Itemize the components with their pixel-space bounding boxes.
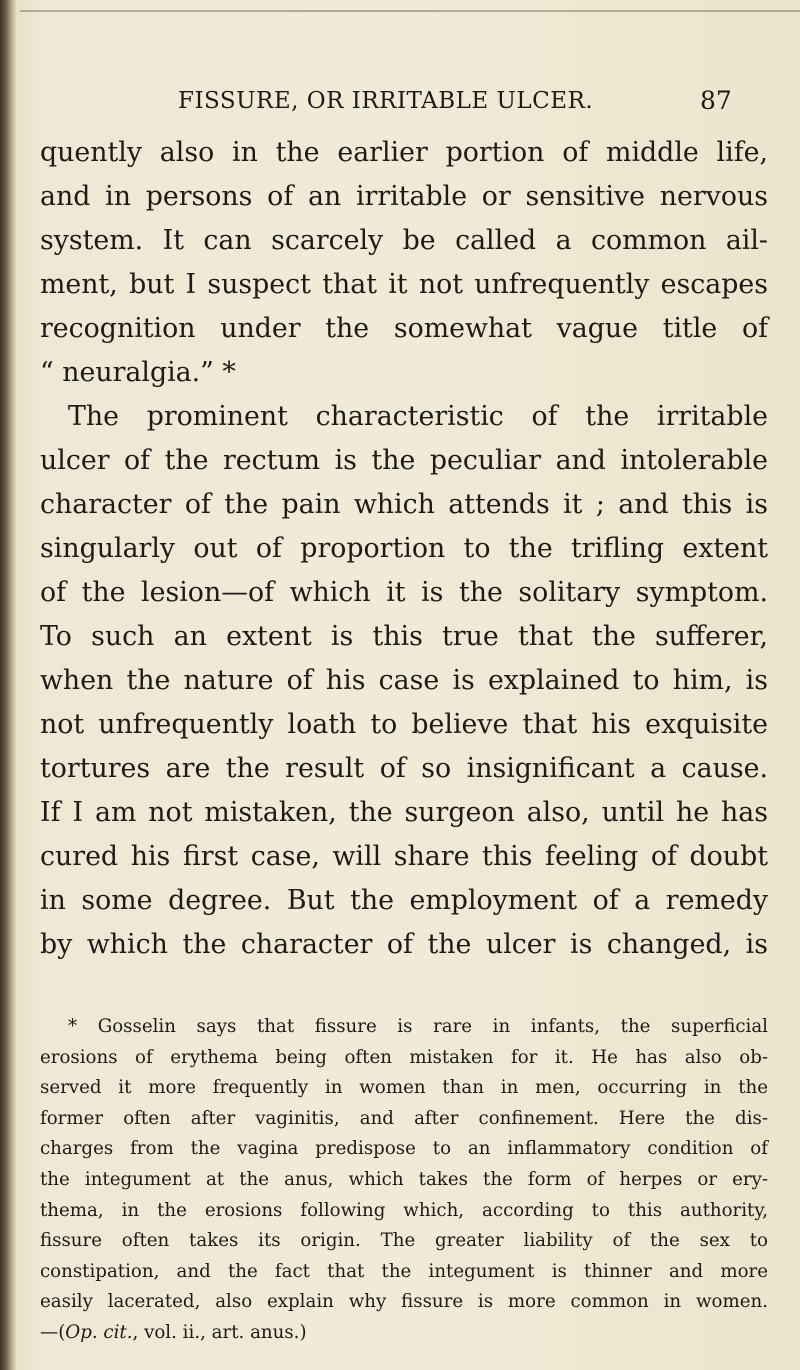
footnote-line: served it more frequently in women than in men, occurring in the bbox=[40, 1077, 768, 1099]
footnote-line: thema, in the erosions following which, according to this authority, bbox=[40, 1199, 768, 1221]
paragraph-first-line: The prominent characteristic of the irritable bbox=[68, 401, 768, 432]
footnote-line: the integument at the anus, which takes the form of herpes or ery- bbox=[40, 1169, 768, 1190]
page-number: 87 bbox=[700, 86, 732, 115]
body-line: not unfrequently loath to believe that his exquisite bbox=[40, 709, 768, 740]
running-title: FISSURE, OR IRRITABLE ULCER. bbox=[178, 88, 594, 114]
body-line: recognition under the somewhat vague title of bbox=[40, 313, 768, 344]
binding-edge bbox=[0, 0, 16, 1370]
footnote-line: fissure often takes its origin. The greater liability of the sex to bbox=[40, 1230, 768, 1252]
running-head bbox=[0, 88, 800, 128]
body-line: system. It can scarcely be called a common ail- bbox=[40, 225, 768, 256]
footnote-line: charges from the vagina predispose to an inflammatory condition of bbox=[40, 1138, 768, 1160]
body-line: singularly out of proportion to the trifling extent bbox=[40, 533, 768, 564]
footnote-line: * Gosselin says that fissure is rare in infants, the superficial bbox=[68, 1016, 768, 1037]
body-line: when the nature of his case is explained to him, is bbox=[40, 665, 768, 696]
body-line: of the lesion—of which it is the solitary symptom. bbox=[40, 577, 768, 608]
body-line: in some degree. But the employment of a remedy bbox=[40, 885, 768, 916]
citation-prefix: —( bbox=[40, 1322, 66, 1343]
footnote-citation bbox=[40, 1318, 768, 1348]
footnote-line: erosions of erythema being often mistaken for it. He has also ob- bbox=[40, 1046, 768, 1068]
citation-italic: Op. cit. bbox=[65, 1322, 133, 1343]
footnote-line: former often after vaginitis, and after confinement. Here the dis- bbox=[40, 1107, 768, 1129]
body-line: “ neuralgia.” * bbox=[40, 357, 236, 388]
body-line: by which the character of the ulcer is changed, is bbox=[40, 929, 768, 960]
citation-rest: , vol. ii., art. anus.) bbox=[132, 1322, 307, 1343]
footnote-line: easily lacerated, also explain why fissure is more common in women. bbox=[40, 1291, 768, 1313]
body-line: To such an extent is this true that the sufferer, bbox=[40, 621, 768, 652]
body-line: character of the pain which attends it ; and this is bbox=[40, 489, 768, 520]
body-line: quently also in the earlier portion of middle life, bbox=[40, 137, 768, 168]
body-line: and in persons of an irritable or sensitive nervous bbox=[40, 181, 768, 212]
body-line: ment, but I suspect that it not unfrequently escapes bbox=[40, 269, 768, 300]
top-edge-rule bbox=[20, 10, 800, 12]
body-line: tortures are the result of so insignificant a cause. bbox=[40, 753, 768, 784]
body-line: If I am not mistaken, the surgeon also, until he has bbox=[40, 797, 768, 828]
footnote-line: constipation, and the fact that the integument is thinner and more bbox=[40, 1260, 768, 1282]
body-line: ulcer of the rectum is the peculiar and intolerable bbox=[40, 445, 768, 476]
body-line: cured his first case, will share this feeling of doubt bbox=[40, 841, 768, 872]
